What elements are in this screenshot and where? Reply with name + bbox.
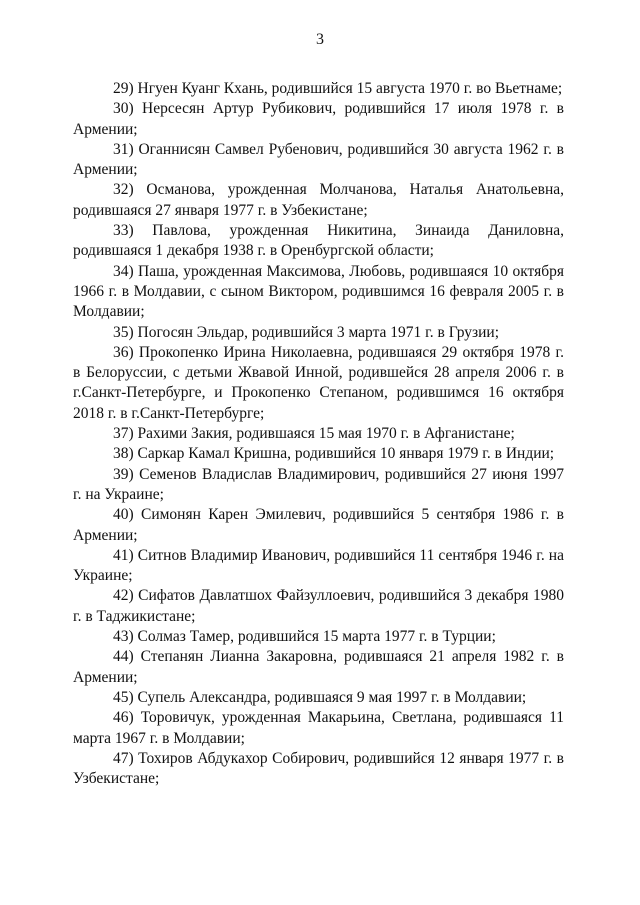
list-item: 37) Рахими Закия, родившаяся 15 мая 1970 г. в Афганистане; xyxy=(113,425,515,443)
list-item: 39) Семенов Владислав Владимирович, родившийся 27 июня 1997 г. на Украине; xyxy=(73,465,564,503)
list-item: 31) Оганнисян Самвел Рубенович, родившийся 30 августа 1962 г. в Армении; xyxy=(73,140,564,179)
list-item: 33) Павлова, урожденная Никитина, Зинаида Даниловна, родившаяся 1 декабря 1938 г. в Оренбургской области; xyxy=(73,222,564,260)
list-item: 36) Прокопенко Ирина Николаевна, родившаяся 29 октября 1978 г. в Белоруссии, с детьми Жвавой Инной, родившейся 28 апреля 2006 г. в г.Санкт-Петербурге, и Прокопенко Степаном, родившимся 16 октября 2018 г. в г.Санкт-Петербурге; xyxy=(73,343,564,422)
list-item: 44) Степанян Лианна Закаровна, родившаяся 21 апреля 1982 г. в Армении; xyxy=(73,648,564,686)
list-item: 30) Нерсесян Артур Рубикович, родившийся 17 июля 1978 г. в Армении; xyxy=(73,100,564,138)
list-item: 41) Ситнов Владимир Иванович, родившийся 11 сентября 1946 г. на Украине; xyxy=(73,546,564,585)
page-number: 3 xyxy=(316,31,324,48)
list-item: 47) Тохиров Абдукахор Собирович, родившийся 12 января 1977 г. в Узбекистане; xyxy=(73,749,564,788)
list-item: 29) Нгуен Куанг Кхань, родившийся 15 августа 1970 г. во Вьетнаме; xyxy=(113,80,563,97)
list-item: 34) Паша, урожденная Максимова, Любовь, родившаяся 10 октября 1966 г. в Молдавии, с сыном Виктором, родившимся 16 февраля 2005 г. в Молдавии; xyxy=(73,262,564,321)
list-item: 32) Османова, урожденная Молчанова, Наталья Анатольевна, родившаяся 27 января 1977 г. в Узбекистане; xyxy=(73,181,564,219)
list-item: 35) Погосян Эльдар, родившийся 3 марта 1971 г. в Грузии; xyxy=(113,323,500,341)
list-item: 38) Саркар Камал Кришна, родившийся 10 января 1979 г. в Индии; xyxy=(113,445,555,463)
document-body xyxy=(73,79,564,789)
list-item: 43) Солмаз Тамер, родившийся 15 марта 1977 г. в Турции; xyxy=(113,628,496,646)
list-item: 42) Сифатов Давлатшох Файзуллоевич, родившийся 3 декабря 1980 г. в Таджикистане; xyxy=(73,587,564,625)
list-item: 46) Торовичук, урожденная Макарьина, Светлана, родившаяся 11 марта 1967 г. в Молдавии; xyxy=(73,709,564,747)
list-item: 40) Симонян Карен Эмилевич, родившийся 5 сентября 1986 г. в Армении; xyxy=(73,506,564,544)
list-item: 45) Супель Александра, родившаяся 9 мая 1997 г. в Молдавии; xyxy=(113,688,527,706)
